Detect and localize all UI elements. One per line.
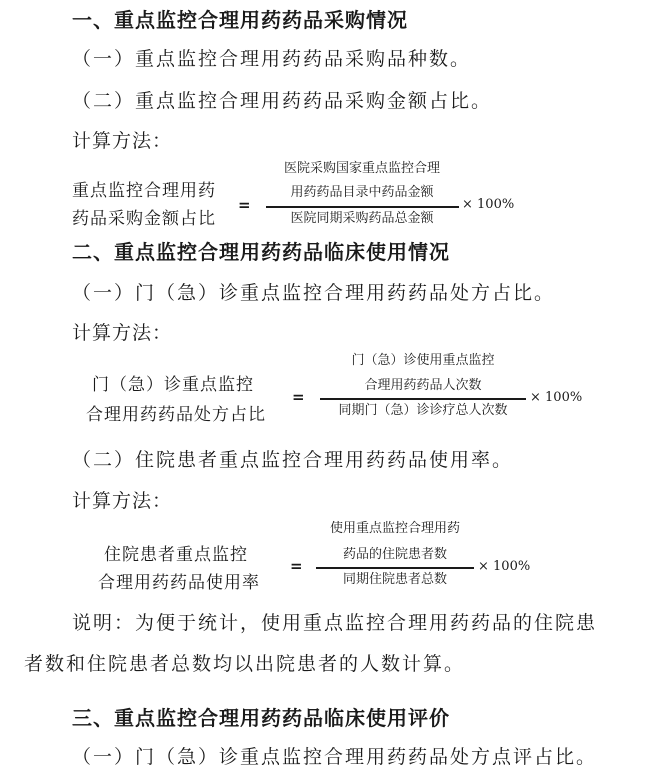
numerator-line2: 合理用药药品人次数	[364, 378, 482, 393]
numerator-line1: 使用重点监控合理用药	[329, 521, 460, 536]
denominator: 同期住院患者总数	[342, 572, 447, 587]
formula-lhs-line1: 重点监控合理用药	[72, 181, 216, 201]
equals-sign: =	[292, 388, 305, 406]
section2-item2: （二）住院患者重点监控合理用药药品使用率。	[72, 449, 514, 471]
numerator-line2: 药品的住院患者数	[342, 547, 447, 562]
multiplier: × 100%	[530, 390, 583, 405]
calc-label: 计算方法：	[72, 490, 173, 512]
note-line1: 说明：为便于统计，使用重点监控合理用药药品的住院患	[72, 612, 598, 634]
multiplier: × 100%	[462, 197, 515, 212]
formula-lhs-line2: 药品采购金额占比	[72, 209, 216, 229]
note-line2: 者数和住院患者总数均以出院患者的人数计算。	[24, 653, 466, 675]
section3-item1: （一）门（急）诊重点监控合理用药药品处方点评占比。	[72, 746, 598, 768]
section1-item2: （二）重点监控合理用药药品采购金额占比。	[72, 90, 493, 112]
formula-lhs-line1: 住院患者重点监控	[104, 545, 248, 565]
numerator-line2: 用药药品目录中药品金额	[290, 185, 434, 200]
formula-lhs-line2: 合理用药药品使用率	[98, 573, 260, 593]
section1-title: 一、重点监控合理用药药品采购情况	[72, 8, 408, 32]
section2-item1: （一）门（急）诊重点监控合理用药药品处方占比。	[72, 282, 556, 304]
denominator: 医院同期采购药品总金额	[290, 211, 434, 226]
denominator: 同期门（急）诊诊疗总人次数	[338, 403, 508, 418]
equals-sign: =	[290, 557, 303, 575]
formula-lhs-line2: 合理用药药品处方占比	[86, 405, 266, 425]
section3-title: 三、重点监控合理用药药品临床使用评价	[72, 706, 450, 730]
section1-item1: （一）重点监控合理用药药品采购品种数。	[72, 48, 472, 70]
section2-title: 二、重点监控合理用药药品临床使用情况	[72, 240, 450, 264]
calc-label: 计算方法：	[72, 130, 173, 152]
multiplier: × 100%	[478, 559, 531, 574]
calc-label: 计算方法：	[72, 322, 173, 344]
numerator-line1: 门（急）诊使用重点监控	[351, 353, 495, 368]
formula-lhs-line1: 门（急）诊重点监控	[92, 375, 254, 395]
numerator-line1: 医院采购国家重点监控合理	[283, 161, 440, 176]
equals-sign: =	[238, 196, 251, 214]
